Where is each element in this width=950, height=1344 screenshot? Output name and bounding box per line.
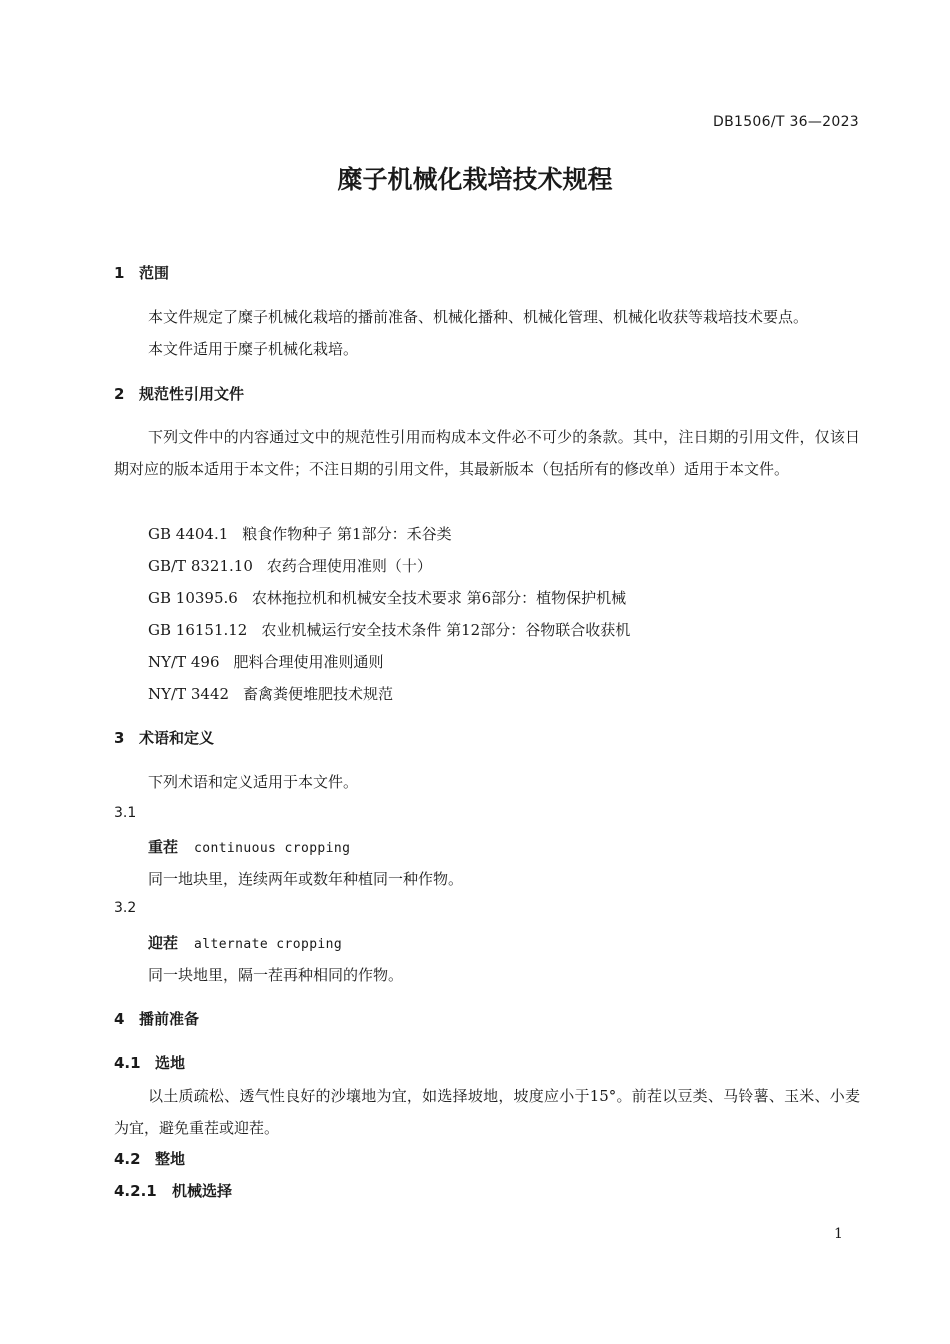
reference-code: GB 16151.12 <box>148 621 248 639</box>
document-code: DB1506/T 36—2023 <box>713 114 859 130</box>
paragraph-terms-intro: 下列术语和定义适用于本文件。 <box>148 773 359 791</box>
subsection-number: 4.2.1 <box>114 1182 157 1200</box>
term-definition: 同一地块里，连续两年或数年种植同一种作物。 <box>148 870 464 888</box>
term-english: continuous cropping <box>194 841 351 856</box>
term-definition: 同一块地里，隔一茬再种相同的作物。 <box>148 966 404 984</box>
reference-code: GB 10395.6 <box>148 589 238 607</box>
section-1-heading <box>114 262 169 283</box>
section-4-heading <box>114 1008 199 1029</box>
section-title: 范围 <box>139 264 170 282</box>
section-title: 术语和定义 <box>139 729 215 747</box>
paragraph-scope-2: 本文件适用于糜子机械化栽培。 <box>148 340 359 358</box>
reference-item <box>148 523 452 544</box>
reference-item <box>148 619 630 640</box>
section-number: 3 <box>114 729 125 747</box>
term-heading <box>148 932 342 953</box>
document-title: 糜子机械化栽培技术规程 <box>337 165 613 194</box>
paragraph-normative-intro: 下列文件中的内容通过文中的规范性引用而构成本文件必不可少的条款。其中，注日期的引用文件，仅该日期对应的版本适用于本文件；不注日期的引用文件，其最新版本（包括所有的修改单）适用于本文件。 <box>114 428 860 478</box>
term-chinese: 重茬 <box>148 838 179 856</box>
section-2-heading <box>114 383 244 404</box>
reference-item <box>148 555 432 576</box>
section-number: 2 <box>114 385 125 403</box>
reference-code: GB/T 8321.10 <box>148 557 253 575</box>
subsection-title: 整地 <box>155 1150 186 1168</box>
subsection-number: 4.2 <box>114 1150 141 1168</box>
section-3-heading <box>114 727 214 748</box>
reference-name: 农林拖拉机和机械安全技术要求 第6部分：植物保护机械 <box>251 589 627 607</box>
reference-item <box>148 683 393 704</box>
subsection-4-2-1-heading <box>114 1180 232 1201</box>
page-number: 1 <box>834 1226 843 1242</box>
reference-item <box>148 651 384 672</box>
paragraph-site-selection: 以土质疏松、透气性良好的沙壤地为宜，如选择坡地，坡度应小于15°。前茬以豆类、马铃薯、玉米、小麦为宜，避免重茬或迎茬。 <box>114 1087 860 1137</box>
subsection-title: 机械选择 <box>172 1182 233 1200</box>
term-chinese: 迎茬 <box>148 934 179 952</box>
subsection-4-1-heading <box>114 1052 185 1073</box>
paragraph-scope-1: 本文件规定了糜子机械化栽培的播前准备、机械化播种、机械化管理、机械化收获等栽培技术要点。 <box>148 308 809 326</box>
term-english: alternate cropping <box>194 937 343 952</box>
reference-code: NY/T 496 <box>148 653 220 671</box>
subsection-4-2-heading <box>114 1148 185 1169</box>
term-heading <box>148 836 350 857</box>
section-number: 1 <box>114 264 125 282</box>
term-number: 3.1 <box>114 805 137 821</box>
subsection-title: 选地 <box>155 1054 186 1072</box>
section-title: 播前准备 <box>139 1010 200 1028</box>
reference-name: 农药合理使用准则（十） <box>266 557 432 575</box>
reference-name: 粮食作物种子 第1部分：禾谷类 <box>242 525 452 543</box>
reference-item <box>148 587 626 608</box>
subsection-number: 4.1 <box>114 1054 141 1072</box>
reference-code: NY/T 3442 <box>148 685 230 703</box>
term-number: 3.2 <box>114 900 137 916</box>
reference-name: 农业机械运行安全技术条件 第12部分：谷物联合收获机 <box>261 621 631 639</box>
section-title: 规范性引用文件 <box>139 385 245 403</box>
reference-name: 畜禽粪便堆肥技术规范 <box>243 685 394 703</box>
reference-name: 肥料合理使用准则通则 <box>233 653 384 671</box>
section-number: 4 <box>114 1010 125 1028</box>
reference-code: GB 4404.1 <box>148 525 229 543</box>
